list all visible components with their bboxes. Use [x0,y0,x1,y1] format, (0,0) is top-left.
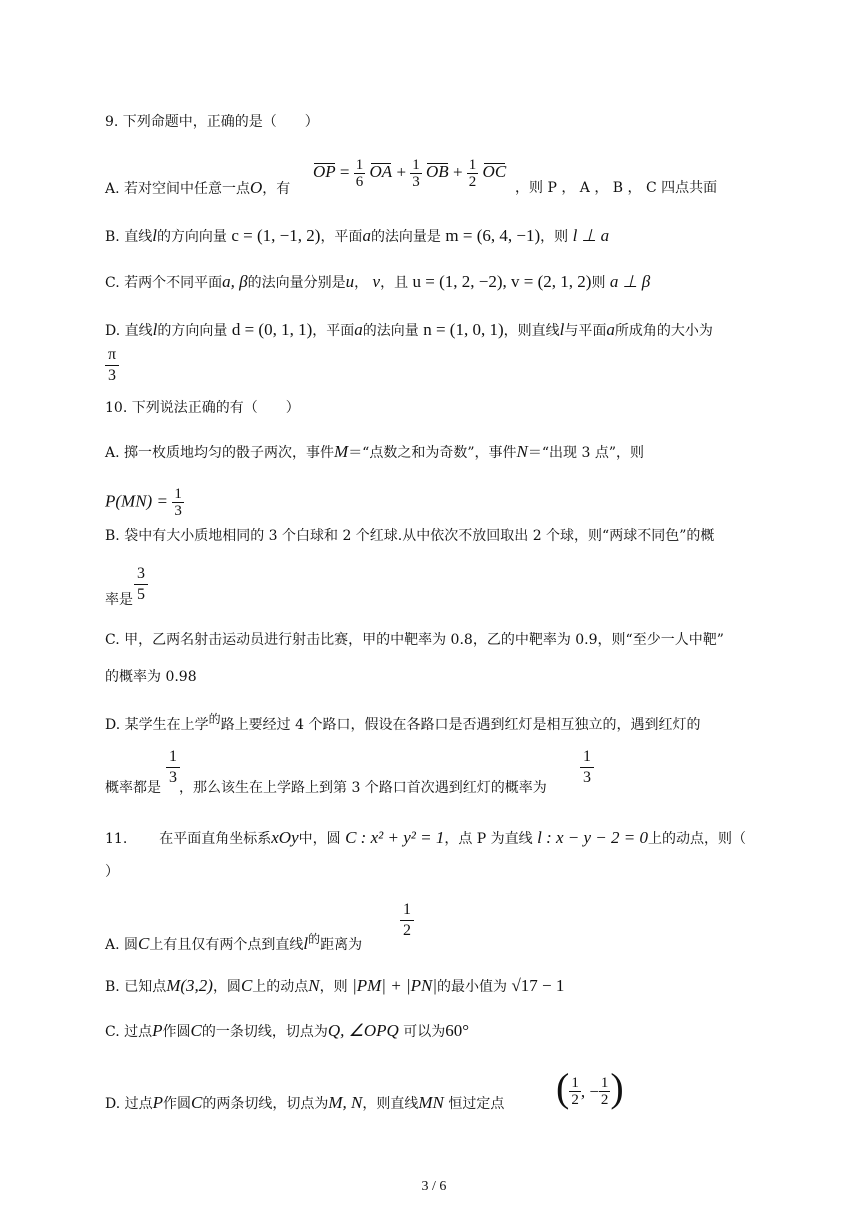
q10-c-cont: 的概率为 0.98 [105,669,197,685]
q10-option-d: D. 某学生在上学的路上要经过 4 个路口，假设在各路口是否遇到红灯是相互独立的，遇到红灯的 [105,712,701,733]
q10-option-b: B. 袋中有大小质地相同的 3 个白球和 2 个红球.从中依次不放回取出 2 个球，则“两球不同色”的概 [105,528,715,544]
q9-option-a [105,178,290,199]
q10-b-fraction: 3 5 [134,565,148,604]
q9-stem: 9. 下列命题中，正确的是（ ） [105,114,319,130]
q10-d-fraction-2: 1 3 [580,748,594,787]
q10-a-probability: P(MN) = $\frac{1}{3}$ [105,486,182,519]
q9-b-vector-c: c = (1, −1, 2) [231,226,321,245]
q9-a-post: ，则 P ， A ， B ， C 四点共面 [515,180,718,196]
q11-option-b: B. 已知点M(3,2)，圆C上的动点N，则 |PM| + |PN|的最小值为 √17 − 1 [105,976,565,995]
q10-option-a: A. 掷一枚质地均匀的骰子两次，事件M＝“点数之和为奇数”，事件N＝“出现 3 点”，则 [105,442,644,461]
q9-d-vector-n: n = (1, 0, 1) [423,320,504,339]
q10-d-cont: 概率都是 ，那么该生在上学路上到第 3 个路口首次遇到红灯的概率为 [105,780,547,796]
q9-b-vector-m: m = (6, 4, −1) [445,226,541,245]
q11-a-fraction: 1 2 [400,901,414,940]
q11-option-a: A. 圆C上有且仅有两个点到直线l的距离为 [105,932,363,953]
q11-d-fixed-point: ( $\frac{1}{2}$ , − $\frac{1}{2}$ ) [556,1065,624,1110]
q11-option-c: C. 过点P作圆C的一条切线，切点为Q, ∠OPQ 可以为60° [105,1021,470,1040]
q9-a-point-o: O [250,178,263,197]
q9-d-answer-fraction: π 3 [105,346,119,385]
q11-stem: 11. 在平面直角坐标系xOy中，圆 C : x² + y² = 1，点 P 为直线 l : x − y − 2 = 0上的动点，则（ [105,828,746,847]
q9-c-vectors: u = (1, 2, −2), v = (2, 1, 2) [412,272,592,291]
q10-option-c: C. 甲，乙两名射击运动员进行射击比赛，甲的中靶率为 0.8，乙的中靶率为 0.9，则“至少一人中靶” [105,632,724,648]
q9-option-d: D. 直线l的方向向量 d = (0, 1, 1)，平面a的法向量 n = (1, 0, 1)，则直线l与平面a所成角的大小为 [105,320,713,339]
q10-b-cont: 率是 [105,592,133,608]
q9-d-vector-d: d = (0, 1, 1) [231,320,313,339]
q11-stem-close: ） [105,864,119,880]
q9-option-b: B. 直线l的方向向量 c = (1, −1, 2)，平面a的法向量是 m = (6, 4, −1)，则 l ⊥ a [105,226,610,245]
q9-a-pre: A. 若对空间中任意一点 [105,181,251,197]
page-number: 3 / 6 [421,1179,447,1194]
q10-stem: 10. 下列说法正确的有（ ） [105,400,300,416]
q9-a-mid: ，有 [262,181,291,197]
q9-a-formula: OP = $\frac{1}{6}$ OA + $\frac{1}{3}$ OB + $\frac{1}{2}$ OC [313,157,507,190]
q9-option-c: C. 若两个不同平面a, β的法向量分别是u， v，且 u = (1, 2, −2), v = (2, 1, 2)则 a ⊥ β [105,272,651,291]
q10-d-fraction-1: 1 3 [166,748,180,787]
q11-option-d: D. 过点P作圆C的两条切线，切点为M, N，则直线MN 恒过定点 [105,1093,505,1112]
